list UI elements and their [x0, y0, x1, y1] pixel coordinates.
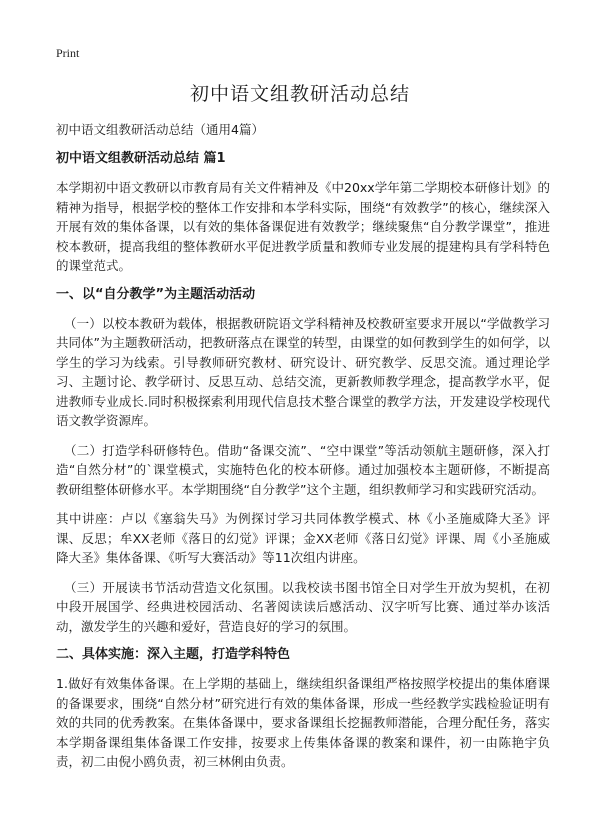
page-title: 初中语文组教研活动总结 [189, 83, 410, 105]
intro-paragraph: 本学期初中语文教研以市教育局有关文件精神及《中20xx学年第二学期校本研修计划》的精神为指导，根据学校的整体工作安排和本学科实际，围绕“有效教学”的核心，继续深入开展有效的集体备课，以有效的集体备课促进有效教学；继续聚焦“自分教学课堂”，推进校本教研，提高我组的整体教研水平促进教学质量和教师专业发展的提建构具有学科特色的课堂范式。 [56, 180, 550, 273]
section-1-heading: 一、以“自分教学”为主题活动活动 [56, 286, 256, 302]
section-1-paragraph-1: （一）以校本教研为载体，根据教研院语文学科精神及校教研室要求开展以“学做教学习共同体”为主题教研活动，把教研落点在课堂的转型，由课堂的如何教到学生的如何学，以学生的学习为线索。引导教师研究教材、研究设计、研究教学、反思交流。通过理论学习、主题讨论、教学研讨、反思互动、总结交流，更新教师教学理念，提高教学水平，促进教师专业成长.同时积极探索利用现代信息技术整合课堂的教学方法，开发建设学校现代语文教学资源库。 [56, 315, 550, 428]
section-2-paragraph-1: 1.做好有效集体备课。在上学期的基础上，继续组织备课组严格按照学校提出的集体磨课的备课要求，围绕“自然分材”研究进行有效的集体备课，形成一些经教学实践检验证明有效的共同的优秀教案。在集体备课中，要求备课组长挖掘教师潜能，合理分配任务，落实本学期备课组集体备课工作安排，按要求上传集体备课的教案和课件，初一由陈艳宇负责，初二由倪小鸥负责，初三林俐由负责。 [56, 676, 550, 769]
document-body [56, 150, 550, 782]
section-1-paragraph-3: 其中讲座：卢以《塞翁失马》为例探讨学习共同体教学模式、林《小圣施威降大圣》评课、反思；牟XX老师《落日的幻觉》评课；金XX老师《落日幻觉》评课、周《小圣施威降大圣》集体备课、《听写大赛活动》等11次组内讲座。 [56, 511, 550, 565]
document-subtitle: 初中语文组教研活动总结（通用4篇） [56, 122, 264, 137]
print-link[interactable]: Print [56, 46, 80, 60]
section-2-heading: 二、具体实施：深入主题，打造学科特色 [56, 647, 291, 662]
article-title: 初中语文组教研活动总结 篇1 [56, 151, 226, 166]
section-1-paragraph-2: （二）打造学科研修特色。借助“备课交流”、“空中课堂”等活动领航主题研修，深入打造“自然分材”的`课堂模式，实施特色化的校本研修。通过加强校本主题研修，不断提高教研组整体研修水平。本学期围绕“自分教学”这个主题，组织教师学习和实践研究活动。 [56, 442, 550, 497]
section-1-paragraph-4: （三）开展读书节活动营造文化氛围。以我校读书图书馆全日对学生开放为契机，在初中段开展国学、经典进校园活动、名著阅读读后感活动、汉字听写比赛、通过举办该活动，激发学生的兴趣和爱好，营造良好的学习的氛围。 [56, 579, 550, 634]
